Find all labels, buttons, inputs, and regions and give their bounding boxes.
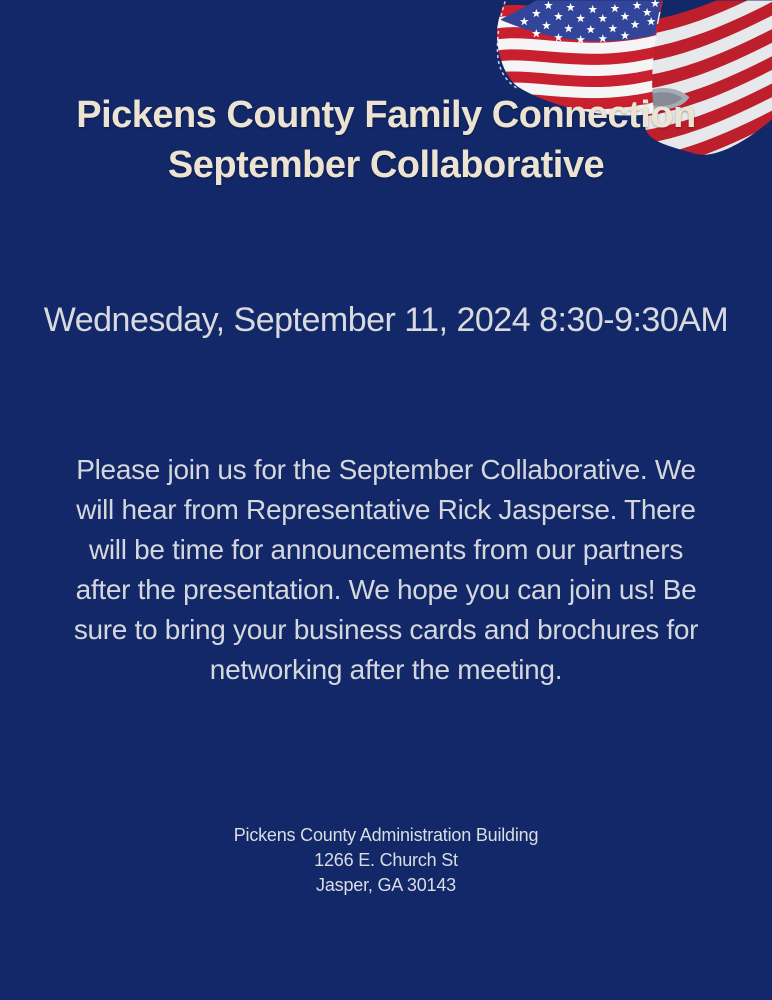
description-line: networking after the meeting. bbox=[209, 654, 563, 685]
location-city: Jasper, GA 30143 bbox=[316, 875, 456, 895]
title-line-1: Pickens County Family Connection bbox=[76, 94, 696, 136]
description-line: will be time for announcements from our partners bbox=[88, 534, 684, 565]
event-datetime: Wednesday, September 11, 2024 8:30-9:30AM bbox=[43, 301, 729, 339]
location-building: Pickens County Administration Building bbox=[233, 825, 539, 845]
page-title bbox=[0, 90, 772, 190]
description-line: will hear from Representative Rick Jasperse. There bbox=[76, 494, 696, 525]
location-street: 1266 E. Church St bbox=[314, 850, 458, 870]
description-line: Please join us for the September Collaborative. We bbox=[76, 454, 696, 485]
title-line-2: September Collaborative bbox=[167, 144, 605, 186]
description-line: sure to bring your business cards and brochures for bbox=[73, 614, 699, 645]
event-location bbox=[0, 823, 772, 898]
description-line: after the presentation. We hope you can join us! Be bbox=[75, 574, 697, 605]
event-description bbox=[26, 450, 746, 690]
